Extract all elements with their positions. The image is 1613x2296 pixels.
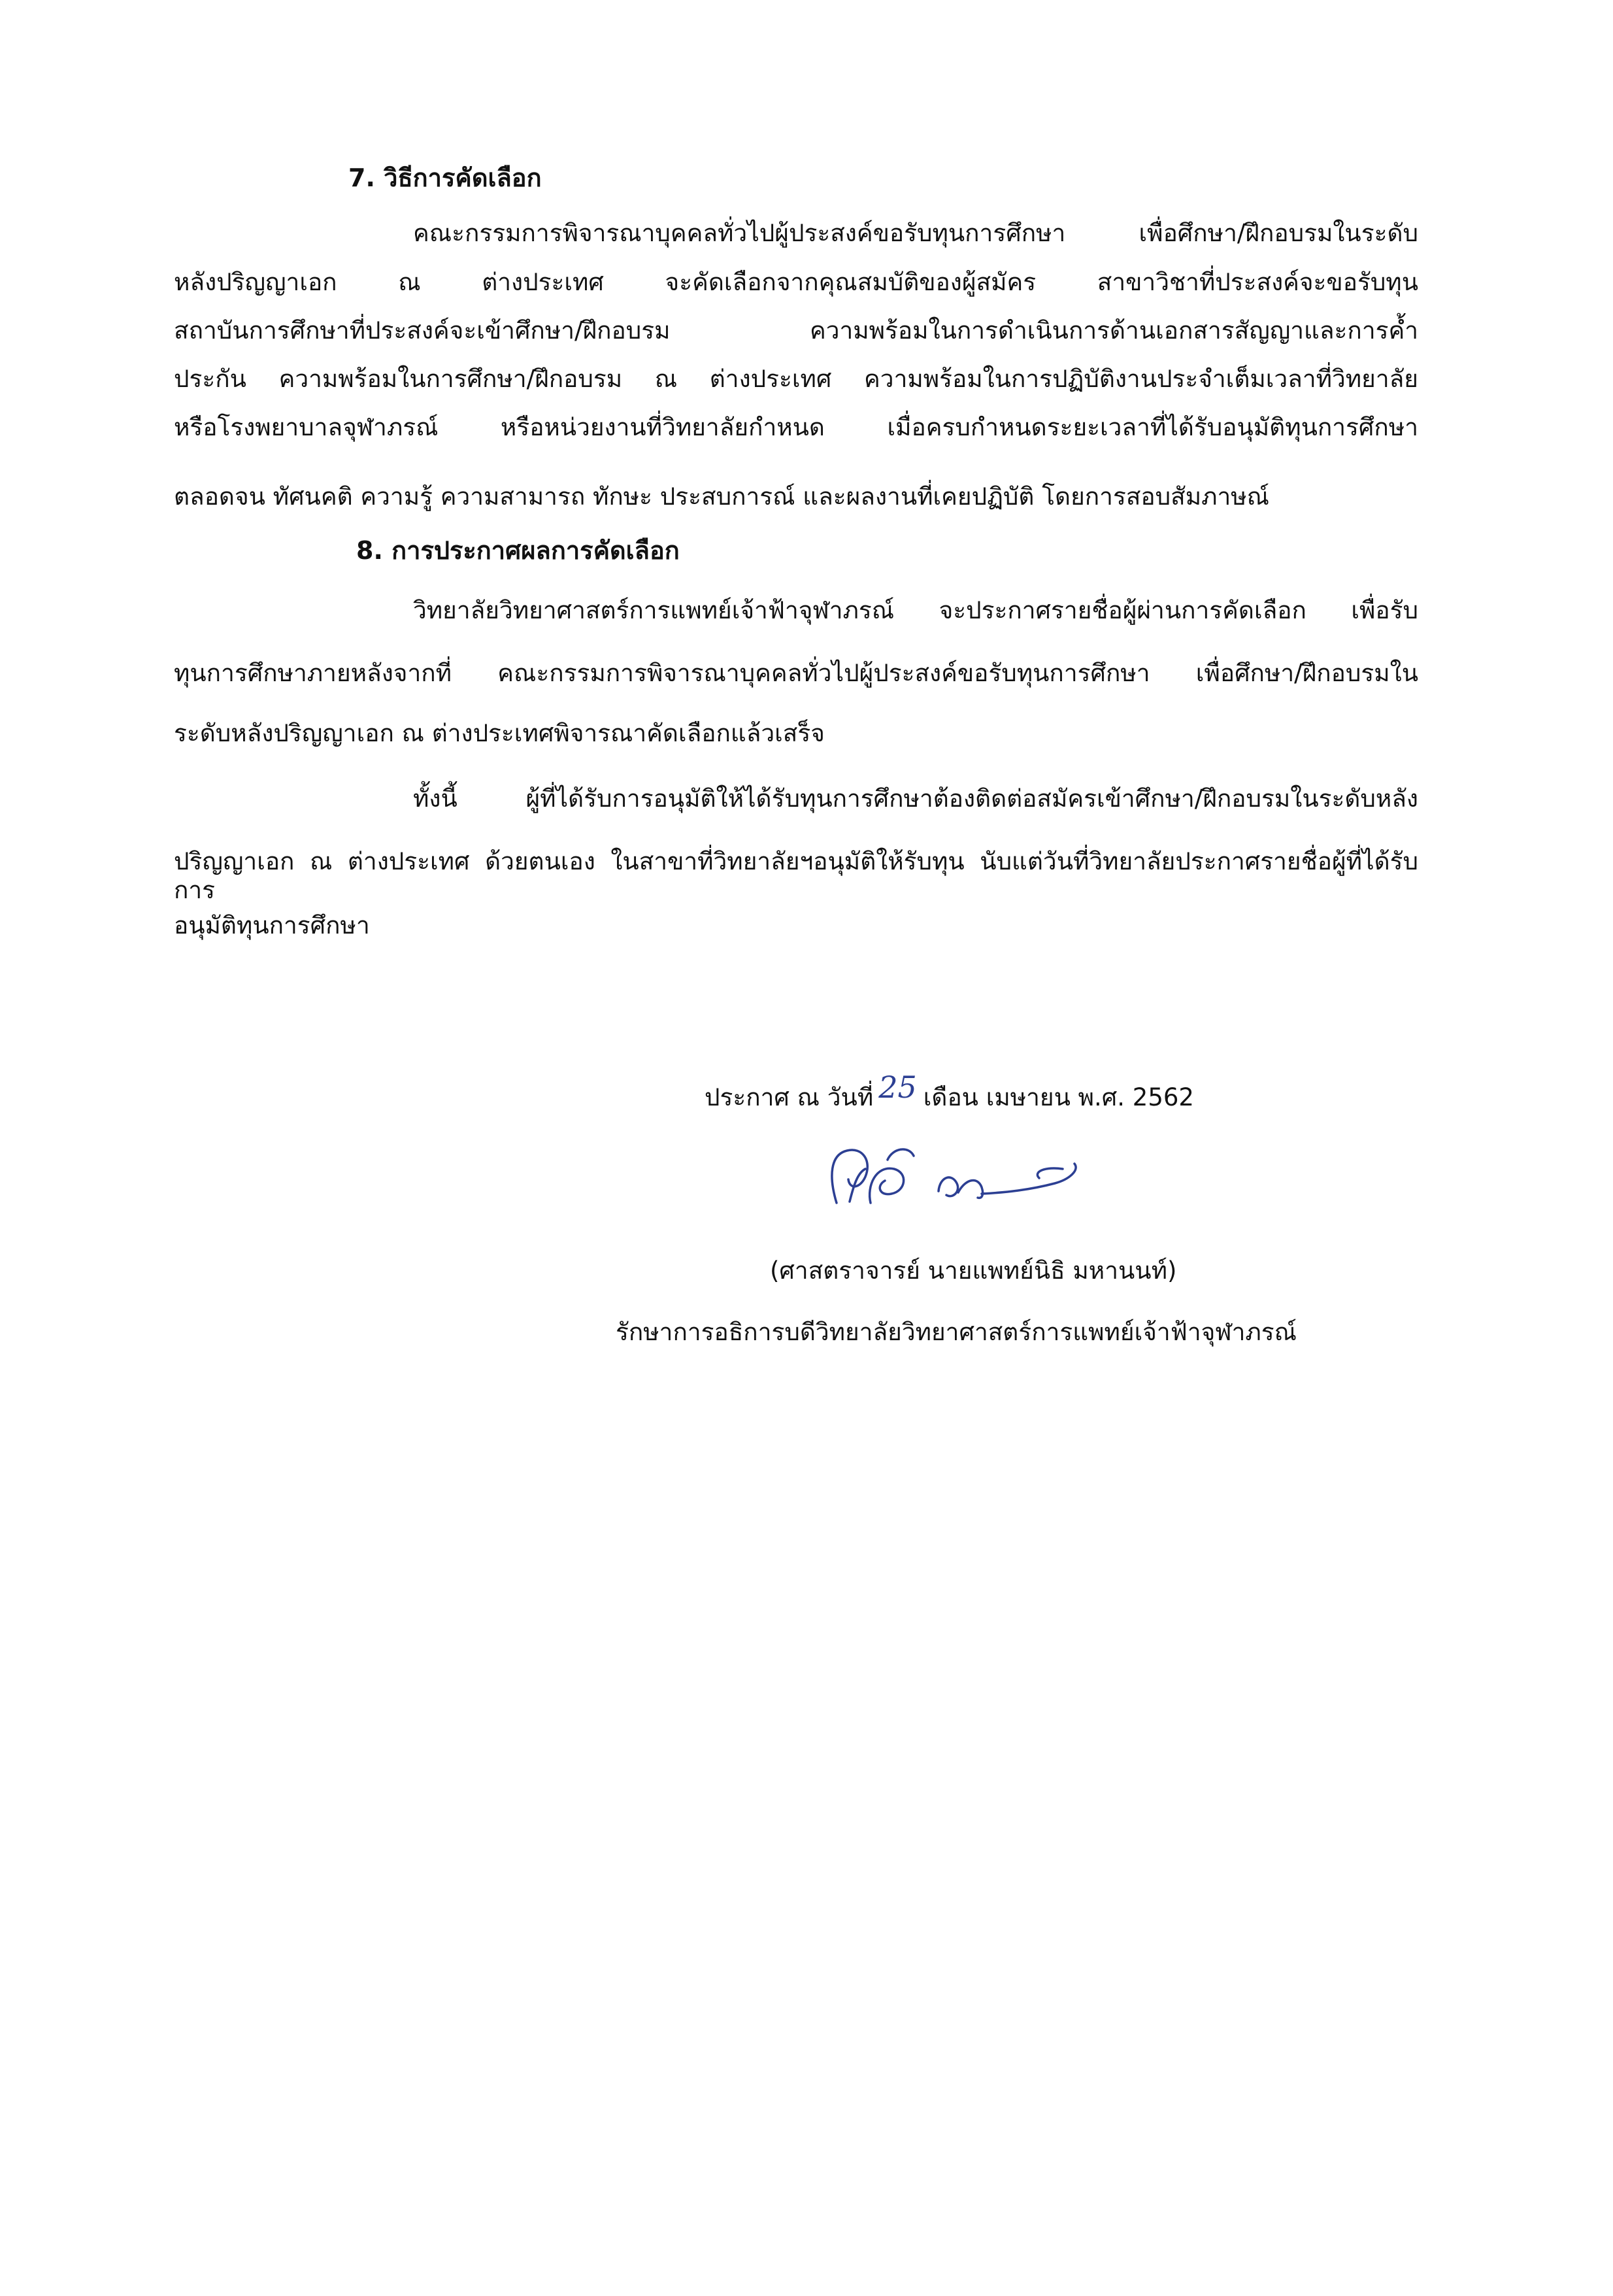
section-7-line-3: สถาบันการศึกษาที่ประสงค์จะเข้าศึกษา/ฝึกอบรม ความพร้อมในการดำเนินการด้านเอกสารสัญญาและการค้ำ: [174, 316, 1418, 345]
section-8-para1-line-2: ทุนการศึกษาภายหลังจากที่ คณะกรรมการพิจารณาบุคคลทั่วไปผู้ประสงค์ขอรับทุนการศึกษา เพื่อศึกษา/ฝึกอบรมใน: [174, 659, 1418, 687]
section-7-line-5: หรือโรงพยาบาลจุฬาภรณ์ หรือหน่วยงานที่วิทยาลัยกำหนด เมื่อครบกำหนดระยะเวลาที่ได้รับอนุมัติทุนการศึกษา: [174, 413, 1418, 441]
section-8-para1-line-1: วิทยาลัยวิทยาศาสตร์การแพทย์เจ้าฟ้าจุฬาภรณ์ จะประกาศรายชื่อผู้ผ่านการคัดเลือก เพื่อรับ: [413, 596, 1418, 624]
section-7-heading: 7. วิธีการคัดเลือก: [348, 163, 542, 192]
section-8-para2-line-1: ทั้งนี้ ผู้ที่ได้รับการอนุมัติให้ได้รับทุนการศึกษาต้องติดต่อสมัครเข้าศึกษา/ฝึกอบรมในระดับหลัง: [413, 785, 1418, 813]
section-7-line-4: ประกัน ความพร้อมในการศึกษา/ฝึกอบรม ณ ต่างประเทศ ความพร้อมในการปฏิบัติงานประจำเต็มเวลาที่วิทยาลัย: [174, 365, 1418, 393]
section-8-para2-line-3: อนุมัติทุนการศึกษา: [174, 911, 370, 939]
section-7-line-6: ตลอดจน ทัศนคติ ความรู้ ความสามารถ ทักษะ ประสบการณ์ และผลงานที่เคยปฏิบัติ โดยการสอบสัมภาษณ์: [174, 482, 1269, 511]
announcement-date-prefix: ประกาศ ณ วันที่: [705, 1083, 874, 1111]
announcement-date: [705, 1070, 1194, 1113]
signer-position: รักษาการอธิการบดีวิทยาลัยวิทยาศาสตร์การแพทย์เจ้าฟ้าจุฬาภรณ์: [616, 1318, 1297, 1346]
section-7-line-1: คณะกรรมการพิจารณาบุคคลทั่วไปผู้ประสงค์ขอรับทุนการศึกษา เพื่อศึกษา/ฝึกอบรมในระดับ: [413, 219, 1418, 247]
section-8-heading: 8. การประกาศผลการคัดเลือก: [356, 536, 680, 565]
signer-name: (ศาสตราจารย์ นายแพทย์นิธิ มหานนท์): [770, 1257, 1177, 1285]
handwritten-day: 25: [878, 1070, 917, 1105]
announcement-date-suffix: เดือน เมษายน พ.ศ. 2562: [923, 1083, 1194, 1111]
section-8-para1-line-3: ระดับหลังปริญญาเอก ณ ต่างประเทศพิจารณาคัดเลือกแล้วเสร็จ: [174, 719, 825, 747]
section-8-para2-line-2: ปริญญาเอก ณ ต่างประเทศ ด้วยตนเอง ในสาขาที่วิทยาลัยฯอนุมัติให้รับทุน นับแต่วันที่วิทยาลัยประกาศรายชื่อผู้ที่ได้รับการ: [174, 847, 1418, 905]
section-7-line-2: หลังปริญญาเอก ณ ต่างประเทศ จะคัดเลือกจากคุณสมบัติของผู้สมัคร สาขาวิชาที่ประสงค์จะขอรับทุน: [174, 268, 1418, 296]
handwritten-signature: [810, 1131, 1111, 1223]
